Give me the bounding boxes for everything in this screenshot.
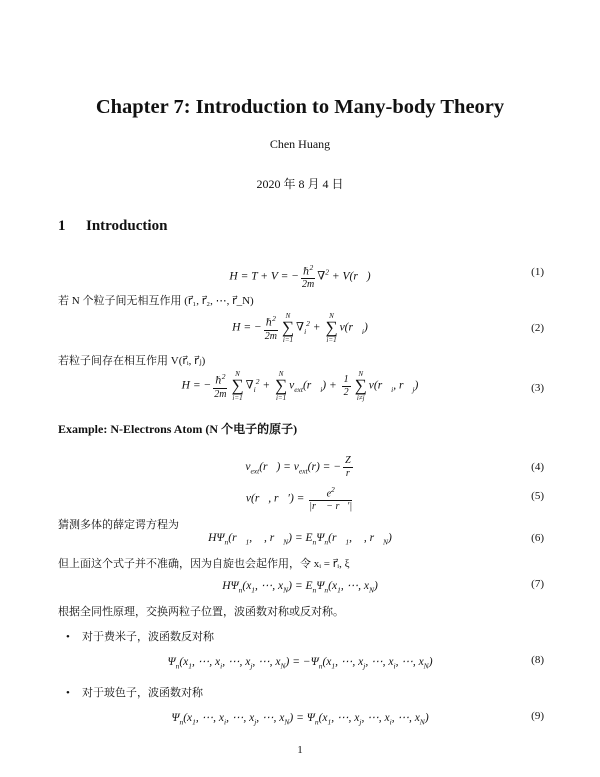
author: Chen Huang: [269, 137, 331, 151]
equation-body: $\Psi_n(x_1$, ⋯, $x_i$, ⋯, $x_j$, ⋯, $x_N) = -\Psi_n(x_1$, ⋯, $x_j$, ⋯, $x_i$, ⋯, $x_N$): [167, 656, 433, 671]
paragraph: 但上面这个式子并不准确，因为自旋也会起作用，令 xᵢ = r⃗ᵢ, ξ: [58, 558, 350, 570]
example-heading: Example: N-Electrons Atom (N 个电子的原子): [58, 422, 298, 436]
equation-number: (1): [531, 266, 544, 278]
paragraph: 根据全同性原理，交换两粒子位置，波函数对称或反对称。: [58, 606, 344, 618]
page-number: 1: [297, 744, 303, 756]
equation-number: (6): [531, 532, 544, 544]
bullet-icon: •: [66, 631, 70, 643]
document-title: Chapter 7: Introduction to Many-body Theory: [95, 96, 505, 118]
paragraph: 若粒子间存在相互作用 V(r⃗ᵢ, r⃗ⱼ): [58, 355, 206, 367]
equation-body: H = T + V = − $\frac{\hbar^2}{2m}$ ∇$^2$ + V(r⃗): [229, 263, 371, 291]
section-title: Introduction: [86, 218, 168, 234]
date: 2020 年 8 月 4 日: [256, 177, 344, 191]
paragraph: 若 N 个粒子间无相互作用 (r⃗₁, r⃗₂, ⋯, r⃗_N): [58, 295, 254, 307]
bullet-icon: •: [66, 687, 70, 699]
section-heading: [58, 218, 167, 235]
equation-number: (5): [531, 490, 544, 502]
list-item-text: 对于玻色子，波函数对称: [82, 687, 203, 699]
equation-body: $H\Psi_n(x_1$, ⋯, $x_N) = E_n\Psi_n(x_1$, ⋯, $x_N$): [222, 580, 378, 595]
equation-body: H = − $\frac{\hbar^2}{2m}$ N ∑ i=1 $\nabla_i^2$ + N ∑ i=1 $v(r⃗_i)$: [232, 312, 368, 344]
equation-number: (2): [531, 322, 544, 334]
list-item-text: 对于费米子，波函数反对称: [82, 631, 214, 643]
equation-body: $v_{ext}(r⃗) = v_{ext}(r)$ = − $\frac{Z}{r}$: [245, 455, 351, 479]
equation-number: (9): [531, 710, 544, 722]
equation-number: (7): [531, 578, 544, 590]
list-item: [66, 628, 214, 644]
equation-number: (4): [531, 461, 544, 473]
equation-number: (8): [531, 654, 544, 666]
equation-body: H = − $\frac{\hbar^2}{2m}$ N ∑ i=1 $\nabla_i^2$ + N ∑ i=1 $v_{ext}(r⃗_i)$ + $\frac{1}{2}$ N ∑ i≠j $v(r⃗_i$, $r⃗_j$): [181, 370, 419, 402]
equation-body: $\Psi_n(x_1$, ⋯, $x_i$, ⋯, $x_j$, ⋯, $x_N) = \Psi_n(x_1$, ⋯, $x_j$, ⋯, $x_i$, ⋯, $x_N$): [171, 712, 429, 727]
equation-body: v(r⃗, r⃗′) = $\frac{e^2}{|r⃗ - r⃗'|}$: [245, 485, 353, 513]
paragraph: 猜测多体的薛定谔方程为: [58, 519, 179, 531]
equation-number: (3): [531, 382, 544, 394]
list-item: [66, 684, 203, 700]
section-number: 1: [58, 218, 66, 234]
equation-body: $H\Psi_n(r⃗_1$, ⋯, $r⃗_N$) = $E_n\Psi_n(r⃗_1$, ⋯, $r⃗_N$): [208, 532, 392, 547]
